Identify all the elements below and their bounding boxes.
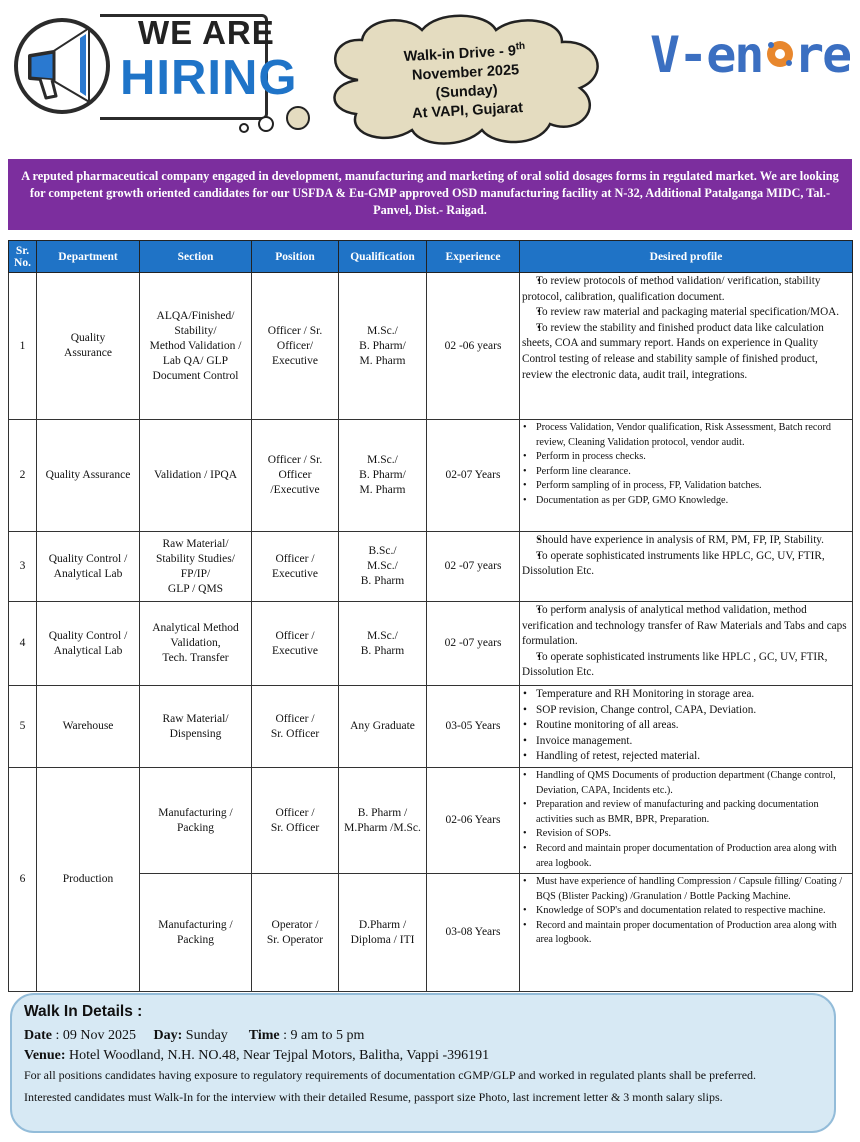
table-row bbox=[9, 532, 853, 602]
experience-cell: 02-07 Years bbox=[427, 420, 520, 532]
profile-point: • Documentation as per GDP, GMO Knowledge. bbox=[522, 494, 850, 509]
desired-profile-cell bbox=[520, 768, 853, 874]
table-row bbox=[9, 420, 853, 532]
qualification-cell: Any Graduate bbox=[339, 686, 427, 768]
walk-in-title: Walk In Details : bbox=[24, 1003, 143, 1020]
profile-point: • Handling of QMS Documents of production department (Change control, Deviation, CAPA, Incidents etc.). bbox=[522, 769, 850, 798]
header-qualification: Qualification bbox=[339, 241, 427, 273]
desired-profile-cell bbox=[520, 874, 853, 992]
we-are-text: WE ARE bbox=[138, 14, 275, 51]
header-department: Department bbox=[37, 241, 140, 273]
position-cell: Operator / Sr. Operator bbox=[252, 874, 339, 992]
section-cell: Analytical Method Validation, Tech. Transfer bbox=[140, 602, 252, 686]
thought-bubbles bbox=[230, 98, 320, 138]
qualification-cell: M.Sc./ B. Pharm bbox=[339, 602, 427, 686]
drive-line-3: (Sunday) bbox=[435, 82, 498, 102]
table-row bbox=[9, 273, 853, 420]
drive-date-suffix: th bbox=[515, 40, 526, 53]
header-desired-profile: Desired profile bbox=[520, 241, 853, 273]
day-value: Sunday bbox=[185, 1028, 228, 1043]
venue-line bbox=[24, 1046, 822, 1066]
time-value: : 9 am to 5 pm bbox=[283, 1028, 365, 1043]
documents-note: Interested candidates must Walk-In for the interview with their detailed Resume, passport size Photo, last increment letter & 3 month salary slips. bbox=[24, 1090, 723, 1104]
qualification-cell: D.Pharm / Diploma / ITI bbox=[339, 874, 427, 992]
company-intro: A reputed pharmaceutical company engaged in development, manufacturing and marketing of oral solid dosages forms in regulated market. We are looking for competent growth oriented candidates for our USFDA & Eu-GMP approved OSD manufacturing facility at N-32, Additional Patalganga MIDC, Tal.- Panvel, Dist.- Raigad. bbox=[8, 159, 852, 230]
section-cell: Manufacturing / Packing bbox=[140, 768, 252, 874]
hiring-text: HIRING bbox=[120, 51, 298, 105]
profile-point: • Should have experience in analysis of RM, PM, FP, IP, Stability. bbox=[522, 533, 850, 549]
profile-point: • Knowledge of SOP's and documentation related to respective machine. bbox=[522, 904, 850, 919]
experience-cell: 02 -06 years bbox=[427, 273, 520, 420]
date-label: Date bbox=[24, 1028, 52, 1043]
walk-in-details-box bbox=[10, 993, 836, 1133]
day-label: Day: bbox=[153, 1028, 183, 1043]
date-value: : 09 Nov 2025 bbox=[55, 1028, 136, 1043]
desired-profile-cell bbox=[520, 532, 853, 602]
header-section: Section bbox=[140, 241, 252, 273]
profile-point: • Must have experience of handling Compression / Capsule filling/ Coating / BQS (Blister Packing) /Granulation / Bottle Packing Machine. bbox=[522, 875, 850, 904]
profile-point: • Routine monitoring of all areas. bbox=[522, 718, 850, 734]
sr-no-cell: 2 bbox=[9, 420, 37, 532]
department-cell: Quality Control / Analytical Lab bbox=[37, 602, 140, 686]
profile-point: • To review protocols of method validation/ verification, stability protocol, calibration, qualification document. bbox=[522, 274, 850, 305]
profile-point: • To perform analysis of analytical method validation, method verification and technology transfer of Raw Materials and Tabs and caps formulation. bbox=[522, 603, 850, 650]
section-cell: Validation / IPQA bbox=[140, 420, 252, 532]
desired-profile-cell bbox=[520, 686, 853, 768]
qualification-cell: B.Sc./ M.Sc./ B. Pharm bbox=[339, 532, 427, 602]
header-experience: Experience bbox=[427, 241, 520, 273]
profile-point: • Temperature and RH Monitoring in storage area. bbox=[522, 687, 850, 703]
profile-point: • Handling of retest, rejected material. bbox=[522, 749, 850, 765]
date-time-line bbox=[24, 1026, 822, 1046]
profile-point: • SOP revision, Change control, CAPA, Deviation. bbox=[522, 703, 850, 719]
profile-point: • Process Validation, Vendor qualification, Risk Assessment, Batch record review, Cleaning Validation protocol, vendor audit. bbox=[522, 421, 850, 450]
svg-text:re: re bbox=[794, 26, 850, 84]
job-openings-table bbox=[8, 240, 853, 992]
qualification-cell: M.Sc./ B. Pharm/ M. Pharm bbox=[339, 420, 427, 532]
experience-cell: 02 -07 years bbox=[427, 602, 520, 686]
qualification-cell: B. Pharm / M.Pharm /M.Sc. bbox=[339, 768, 427, 874]
table-row bbox=[9, 768, 853, 874]
department-cell: Production bbox=[37, 768, 140, 992]
experience-cell: 03-05 Years bbox=[427, 686, 520, 768]
drive-line-4: At VAPI, Gujarat bbox=[411, 99, 524, 122]
time-label: Time bbox=[248, 1028, 280, 1043]
venue-value: Hotel Woodland, N.H. NO.48, Near Tejpal Motors, Balitha, Vappi -396191 bbox=[69, 1048, 490, 1063]
header-sr-no: Sr. No. bbox=[9, 241, 37, 273]
table-row bbox=[9, 602, 853, 686]
sr-no-cell: 5 bbox=[9, 686, 37, 768]
sr-no-cell: 6 bbox=[9, 768, 37, 992]
position-cell: Officer / Sr. Officer bbox=[252, 686, 339, 768]
department-cell: Quality Assurance bbox=[37, 273, 140, 420]
section-cell: ALQA/Finished/ Stability/ Method Validation / Lab QA/ GLP Document Control bbox=[140, 273, 252, 420]
header bbox=[0, 0, 860, 160]
position-cell: Officer / Executive bbox=[252, 602, 339, 686]
department-cell: Quality Assurance bbox=[37, 420, 140, 532]
profile-point: • Perform in process checks. bbox=[522, 450, 850, 465]
desired-profile-cell bbox=[520, 420, 853, 532]
walk-in-drive-announcement bbox=[353, 34, 579, 126]
table-row bbox=[9, 686, 853, 768]
sr-no-cell: 4 bbox=[9, 602, 37, 686]
experience-cell: 03-08 Years bbox=[427, 874, 520, 992]
sr-no-cell: 3 bbox=[9, 532, 37, 602]
position-cell: Officer / Sr. Officer/ Executive bbox=[252, 273, 339, 420]
profile-point: • Invoice management. bbox=[522, 734, 850, 750]
position-cell: Officer / Sr. Officer bbox=[252, 768, 339, 874]
profile-point: • To operate sophisticated instruments like HPLC, GC, UV, FTIR, Dissolution Etc. bbox=[522, 549, 850, 580]
experience-cell: 02 -07 years bbox=[427, 532, 520, 602]
department-cell: Quality Control / Analytical Lab bbox=[37, 532, 140, 602]
qualification-cell: M.Sc./ B. Pharm/ M. Pharm bbox=[339, 273, 427, 420]
section-cell: Manufacturing / Packing bbox=[140, 874, 252, 992]
profile-point: • To review the stability and finished product data like calculation sheets, COA and summary report. Hands on experience in Quality Control testing of release and stability sample of finished product, review the electronic data, audit trail, integrations. bbox=[522, 321, 850, 383]
section-cell: Raw Material/ Stability Studies/ FP/IP/ GLP / QMS bbox=[140, 532, 252, 602]
department-cell: Warehouse bbox=[37, 686, 140, 768]
desired-profile-cell bbox=[520, 602, 853, 686]
drive-line-2: November 2025 bbox=[411, 62, 520, 84]
profile-point: • Revision of SOPs. bbox=[522, 827, 850, 842]
profile-point: • Perform line clearance. bbox=[522, 465, 850, 480]
position-cell: Officer / Executive bbox=[252, 532, 339, 602]
section-cell: Raw Material/ Dispensing bbox=[140, 686, 252, 768]
table-header-row bbox=[9, 241, 853, 273]
position-cell: Officer / Sr. Officer /Executive bbox=[252, 420, 339, 532]
profile-point: • Preparation and review of manufacturing and packing documentation activities such as BMR, BPR, Preparation. bbox=[522, 798, 850, 827]
profile-point: • To operate sophisticated instruments like HPLC , GC, UV, FTIR, Dissolution Etc. bbox=[522, 650, 850, 681]
profile-point: • To review raw material and packaging material specification/MOA. bbox=[522, 305, 850, 321]
v-ensure-logo bbox=[650, 26, 850, 88]
desired-profile-cell bbox=[520, 273, 853, 420]
experience-cell: 02-06 Years bbox=[427, 768, 520, 874]
profile-point: • Perform sampling of in process, FP, Validation batches. bbox=[522, 479, 850, 494]
profile-point: • Record and maintain proper documentation of Production area along with area logbook. bbox=[522, 919, 850, 948]
venue-label: Venue: bbox=[24, 1048, 66, 1063]
svg-text:V-en: V-en bbox=[650, 26, 763, 84]
preference-note: For all positions candidates having exposure to regulatory requirements of documentation cGMP/GLP and worked in regulated plants shall be preferred. bbox=[24, 1068, 757, 1082]
profile-point: • Record and maintain proper documentation of Production area along with area logbook. bbox=[522, 842, 850, 871]
sr-no-cell: 1 bbox=[9, 273, 37, 420]
drive-line-1: Walk-in Drive - 9 bbox=[403, 43, 517, 66]
header-position: Position bbox=[252, 241, 339, 273]
